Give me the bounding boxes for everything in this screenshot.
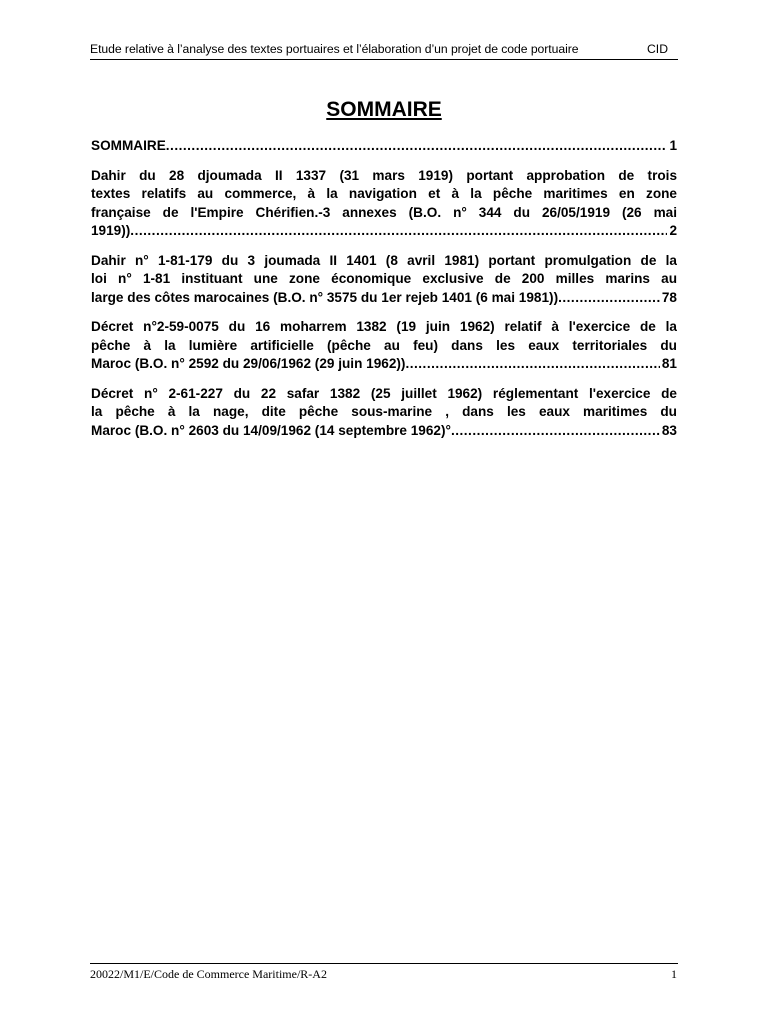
toc-leader-dots — [130, 222, 667, 241]
toc-entry-text: 1919)) — [91, 223, 131, 238]
toc-entry-text: Maroc (B.O. n° 2592 du 29/06/1962 (29 juin 1962)) — [91, 356, 406, 371]
toc-entry-line: textes relatifs au commerce, à la navigation et à la pêche maritimes en zone — [91, 186, 677, 201]
toc-entry-text: SOMMAIRE — [91, 138, 166, 153]
toc-page-number: 83 — [661, 422, 677, 438]
toc-entry-last-line — [91, 289, 677, 308]
toc-entry-line: Décret n° 2-61-227 du 22 safar 1382 (25 juillet 1962) réglementant l'exercice de — [91, 385, 677, 401]
toc-entry-last-line — [91, 137, 677, 156]
header-title: Etude relative à l’analyse des textes portuaires et l’élaboration d’un projet de code portuaire — [90, 42, 579, 56]
toc-leader-dots — [405, 355, 659, 374]
toc-entry-last-line — [91, 222, 677, 241]
footer-page-number: 1 — [671, 967, 677, 981]
footer-reference: 20022/M1/E/Code de Commerce Maritime/R-A2 — [90, 967, 327, 981]
toc-page-number: 2 — [669, 223, 677, 238]
toc-entry-line: Dahir n° 1-81-179 du 3 joumada II 1401 (8 avril 1981) portant promulgation de la — [91, 252, 677, 268]
toc-entry-last-line — [91, 422, 677, 441]
document-title: SOMMAIRE — [326, 98, 442, 121]
page-footer — [90, 963, 678, 982]
header-org: CID — [647, 42, 668, 56]
toc-leader-dots — [166, 137, 668, 156]
toc-entry-line: Dahir du 28 djoumada II 1337 (31 mars 1919) portant approbation de trois — [91, 167, 677, 183]
table-of-contents — [91, 137, 677, 440]
toc-entry-dahir-1981[interactable] — [91, 252, 677, 308]
toc-entry-line: la pêche à la nage, dite pêche sous-marine , dans les eaux maritimes du — [91, 404, 677, 419]
toc-entry-text: Maroc (B.O. n° 2603 du 14/09/1962 (14 septembre 1962)° — [91, 422, 451, 438]
toc-entry-line: Décret n°2-59-0075 du 16 moharrem 1382 (19 juin 1962) relatif à l'exercice de la — [91, 319, 677, 334]
toc-entry-line: française de l'Empire Chérifien.-3 annexes (B.O. n° 344 du 26/05/1919 (26 mai — [91, 204, 677, 220]
toc-page-number: 78 — [661, 289, 677, 305]
toc-entry-last-line — [91, 355, 677, 374]
toc-entry-text: large des côtes marocaines (B.O. n° 3575 du 1er rejeb 1401 (6 mai 1981)) — [91, 289, 559, 305]
toc-entry-decret-1962-nage[interactable] — [91, 385, 677, 441]
toc-entry-line: loi n° 1-81 instituant une zone économique exclusive de 200 milles marins au — [91, 271, 677, 286]
toc-entry-decret-1962-feu[interactable] — [91, 318, 677, 374]
toc-leader-dots — [451, 422, 660, 441]
toc-leader-dots — [558, 289, 660, 308]
toc-page-number: 1 — [669, 138, 677, 153]
toc-page-number: 81 — [661, 356, 677, 371]
page-header — [90, 42, 678, 60]
toc-entry-dahir-1919[interactable] — [91, 167, 677, 241]
toc-entry-sommaire[interactable] — [91, 137, 677, 156]
toc-entry-line: pêche à la lumière artificielle (pêche au feu) dans les eaux territoriales du — [91, 337, 677, 353]
